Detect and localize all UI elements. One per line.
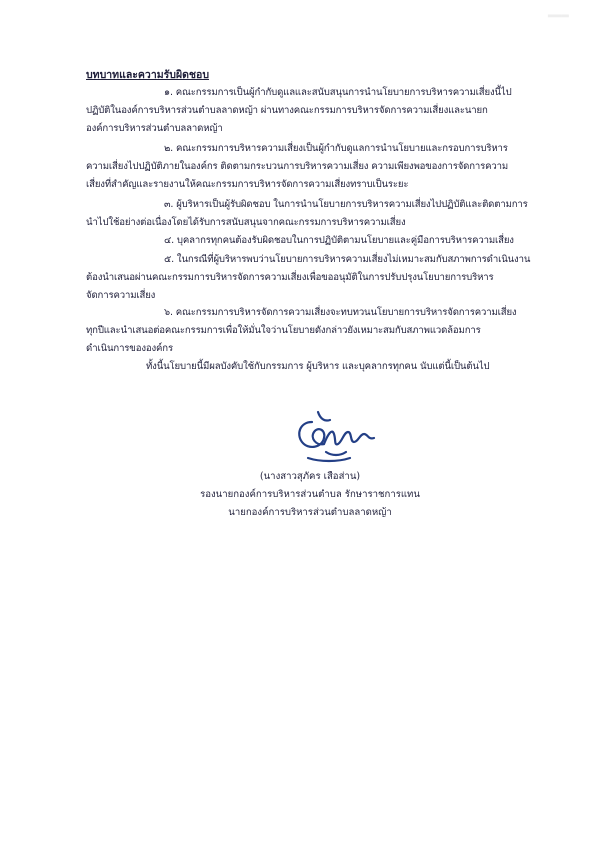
paragraph-5: [86, 251, 536, 305]
paragraph-1: [86, 84, 536, 138]
paragraph-line: ทุกปีและนำเสนอต่อคณะกรรมการเพื่อให้มั่นใจว่านโยบายดังกล่าวยังเหมาะสมกับสภาพแวดล้อมการ: [86, 325, 481, 336]
paragraph-line: นำไปใช้อย่างต่อเนื่องโดยได้รับการสนับสนุนจากคณะกรรมการบริหารความเสี่ยง: [86, 217, 406, 228]
signature-image: [290, 408, 380, 468]
paragraph-line: ความเสี่ยงไปปฏิบัติภายในองค์กร ติดตามกระบวนการบริหารความเสี่ยง ความเพียงพอของการจัดการความ: [86, 161, 509, 172]
paragraph-line: องค์การบริหารส่วนตำบลลาดหญ้า: [86, 123, 223, 134]
paragraph-line: ๓. ผู้บริหารเป็นผู้รับผิดชอบ ในการนำนโยบายการบริหารความเสี่ยงไปปฏิบัติและติดตามการ: [164, 199, 528, 210]
paragraph-line: เสี่ยงที่สำคัญและรายงานให้คณะกรรมการบริหารจัดการความเสี่ยงทราบเป็นระยะ: [86, 179, 409, 190]
bleed-through-mark: ▂▂▂: [548, 8, 569, 18]
paragraph-line: ๒. คณะกรรมการบริหารความเสี่ยงเป็นผู้กำกับดูแลการนำนโยบายและกรอบการบริหาร: [164, 143, 508, 154]
signature-block: [180, 468, 440, 522]
paragraph-line: จัดการความเสี่ยง: [86, 290, 156, 301]
paragraph-line: ดำเนินการขององค์กร: [86, 343, 173, 354]
paragraph-line: ทั้งนี้นโยบายนี้มีผลบังคับใช้กับกรรมการ ผู้บริหาร และบุคลากรทุกคน นับแต่นี้เป็นต้นไป: [146, 361, 490, 372]
paragraph-6: [86, 304, 536, 358]
signatory-organization: นายกองค์การบริหารส่วนตำบลลาดหญ้า: [228, 507, 392, 518]
paragraph-line: ต้องนำเสนอผ่านคณะกรรมการบริหารจัดการความเสี่ยงเพื่อขออนุมัติในการปรับปรุงนโยบายการบริหาร: [86, 272, 494, 283]
section-title: บทบาทและความรับผิดชอบ: [86, 69, 210, 81]
paragraph-line: ๑. คณะกรรมการเป็นผู้กำกับดูแลและสนับสนุนการนำนโยบายการบริหารความเสี่ยงนี้ไป: [164, 87, 512, 98]
closing-paragraph: [86, 358, 546, 376]
paragraph-line: ๖. คณะกรรมการบริหารจัดการความเสี่ยงจะทบทวนนโยบายการบริหารจัดการความเสี่ยง: [164, 307, 517, 318]
signatory-position: รองนายกองค์การบริหารส่วนตำบล รักษาราชการแทน: [200, 489, 420, 500]
paragraph-4: [86, 232, 536, 250]
paragraph-2: [86, 140, 536, 194]
paragraph-line: ปฏิบัติในองค์การบริหารส่วนตำบลลาดหญ้า ผ่านทางคณะกรรมการบริหารจัดการความเสี่ยงและนายก: [86, 105, 488, 116]
paragraph-3: [86, 196, 536, 232]
paragraph-line: ๕. ในกรณีที่ผู้บริหารพบว่านโยบายการบริหารความเสี่ยงไม่เหมาะสมกับสภาพการดำเนินงาน: [164, 254, 531, 265]
signatory-name: (นางสาวสุภัคร เสือส่าน): [259, 471, 361, 482]
paragraph-line: ๔. บุคลากรทุกคนต้องรับผิดชอบในการปฏิบัติตามนโยบายและคู่มือการบริหารความเสี่ยง: [164, 235, 514, 246]
